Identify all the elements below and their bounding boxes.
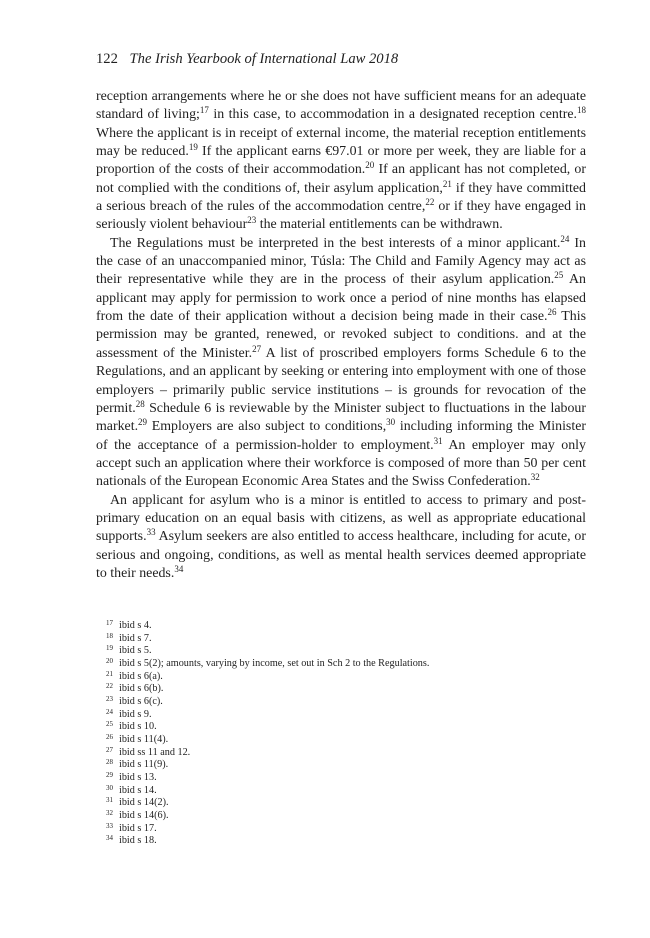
footnote: 34 ibid s 18. (106, 834, 157, 847)
footnote-text: ibid s 5(2); amounts, varying by income, set out in Sch 2 to the Regulations. (119, 657, 430, 669)
footnote-ref: 22 (425, 197, 435, 208)
footnote-ref: 31 (433, 435, 443, 446)
page-number: 122 (96, 51, 118, 67)
footnote-text: ibid s 11(4). (119, 733, 169, 745)
text-run: including informing the Minister of the acceptance of a permission-holder to employment. (96, 419, 586, 453)
footnote-text: ibid s 4. (119, 620, 152, 631)
footnote-text: ibid s 14. (119, 784, 157, 796)
footnote: 21 ibid s 6(a). (106, 669, 163, 682)
footnote-text: ibid ss 11 and 12. (119, 746, 191, 758)
footnote-ref: 25 (554, 270, 564, 281)
text-run: If the applicant earns €97.01 or more per week, they are liable for a proportion of the costs of their accommodation. (96, 144, 586, 178)
footnote-ref: 21 (442, 178, 452, 189)
paragraph (96, 492, 586, 584)
footnote-ref: 23 (247, 215, 257, 226)
footnote-ref: 32 (530, 472, 540, 483)
footnote: 23 ibid s 6(c). (106, 694, 163, 707)
footnote: 28 ibid s 11(9). (106, 758, 169, 771)
text-run: Schedule 6 is reviewable by the Minister subject to fluctuations in the labour market. (96, 400, 586, 435)
footnote: 19 ibid s 5. (106, 644, 152, 657)
footnote-ref: 33 (146, 527, 156, 538)
footnote-ref: 17 (199, 105, 209, 116)
footnote: 31 ibid s 14(2). (106, 796, 169, 809)
text-run: An applicant may apply for permission to work once a period of nine months has elapsed from the date of their application without a decision being made in their case. (96, 272, 587, 325)
text-run: reception arrangements where he or she does not have sufficient means for an adequate standard of living; (96, 89, 586, 123)
footnote-text: ibid s 6(b). (119, 683, 164, 695)
footnotes (106, 620, 586, 848)
footnote-text: ibid s 5. (119, 645, 152, 657)
body-text (96, 88, 586, 583)
text-run: in this case, to accommodation in a designated reception centre. (208, 107, 577, 123)
footnote-ref: 28 (135, 398, 145, 409)
footnote-text: ibid s 13. (119, 771, 157, 783)
footnote-ref: 34 (174, 563, 184, 574)
paragraph (96, 88, 586, 235)
footnote: 24 ibid s 9. (106, 707, 152, 720)
footnote: 30 ibid s 14. (106, 783, 157, 796)
footnote: 32 ibid s 14(6). (106, 808, 169, 821)
paragraph (96, 235, 586, 492)
footnote-text: ibid s 14(6). (119, 809, 169, 821)
text-run: Asylum seekers are also entitled to access healthcare, including for acute, or serious and ongoing, conditions, as well as mental health services deemed appropriate to their needs. (96, 529, 586, 581)
footnote: 22 ibid s 6(b). (106, 682, 164, 695)
text-run: A list of proscribed employers forms Schedule 6 to the Regulations, and an applicant by seeking or entering into employment with one of those employers – primarily public service institutions – is grounds for revocation of the permit. (96, 345, 587, 416)
footnote-ref: 18 (577, 105, 586, 116)
footnote-ref: 19 (188, 142, 198, 153)
text-run: An applicant for asylum who is a minor is entitled to access to primary and post-primary education on an equal basis with citizens, as well as appropriate educational supports. (96, 492, 586, 545)
running-title: The Irish Yearbook of International Law 2018 (129, 51, 399, 67)
text-run: Where the applicant is in receipt of external income, the material reception entitlements may be reduced. (96, 125, 586, 160)
footnote-ref: 29 (138, 417, 148, 428)
footnote-ref: 27 (252, 343, 262, 354)
footnote-text: ibid s 7. (119, 632, 152, 644)
footnote: 20 ibid s 5(2); amounts, varying by income, set out in Sch 2 to the Regulations. (106, 656, 430, 669)
footnote: 26 ibid s 11(4). (106, 732, 169, 745)
text-run: Employers are also subject to conditions, (147, 419, 387, 435)
text-run: or if they have engaged in seriously violent behaviour (96, 199, 586, 233)
footnote-ref: 26 (547, 307, 557, 318)
footnote-text: ibid s 6(c). (119, 695, 163, 707)
footnote: 17 ibid s 4. (106, 619, 152, 631)
text-run: If an applicant has not completed, or not complied with the conditions of, their asylum application, (96, 162, 586, 196)
footnote-ref: 24 (560, 233, 570, 244)
text-run: The Regulations must be interpreted in the best interests of a minor applicant. (110, 235, 561, 251)
footnote-text: ibid s 18. (119, 835, 157, 847)
footnote-text: ibid s 6(a). (119, 670, 163, 682)
footnote-text: ibid s 10. (119, 721, 157, 733)
footnote-text: ibid s 17. (119, 822, 157, 834)
footnote: 29 ibid s 13. (106, 770, 157, 783)
running-header (96, 49, 586, 69)
footnote: 27 ibid ss 11 and 12. (106, 745, 191, 758)
footnote: 25 ibid s 10. (106, 720, 157, 733)
text-run: An employer may only accept such an application where their workforce is composed of more than 50 per cent nationals of the European Economic Area States and the Swiss Confederation. (96, 437, 586, 490)
footnote: 18 ibid s 7. (106, 631, 152, 644)
text-run: This permission may be granted, renewed, or revoked subject to conditions. and at the assessment of the Minister. (96, 309, 587, 361)
footnote-text: ibid s 9. (119, 708, 152, 720)
footnote-ref: 30 (386, 417, 396, 428)
text-run: In the case of an unaccompanied minor, Túsla: The Child and Family Agency may act as their representative while they are in the process of their asylum application. (96, 235, 586, 288)
footnote-text: ibid s 14(2). (119, 797, 169, 809)
text-run: the material entitlements can be withdrawn. (256, 217, 503, 233)
footnote: 33 ibid s 17. (106, 821, 157, 834)
footnote-text: ibid s 11(9). (119, 759, 169, 771)
footnote-ref: 20 (365, 160, 375, 171)
text-run: if they have committed a serious breach of the rules of the accommodation centre, (96, 180, 586, 215)
